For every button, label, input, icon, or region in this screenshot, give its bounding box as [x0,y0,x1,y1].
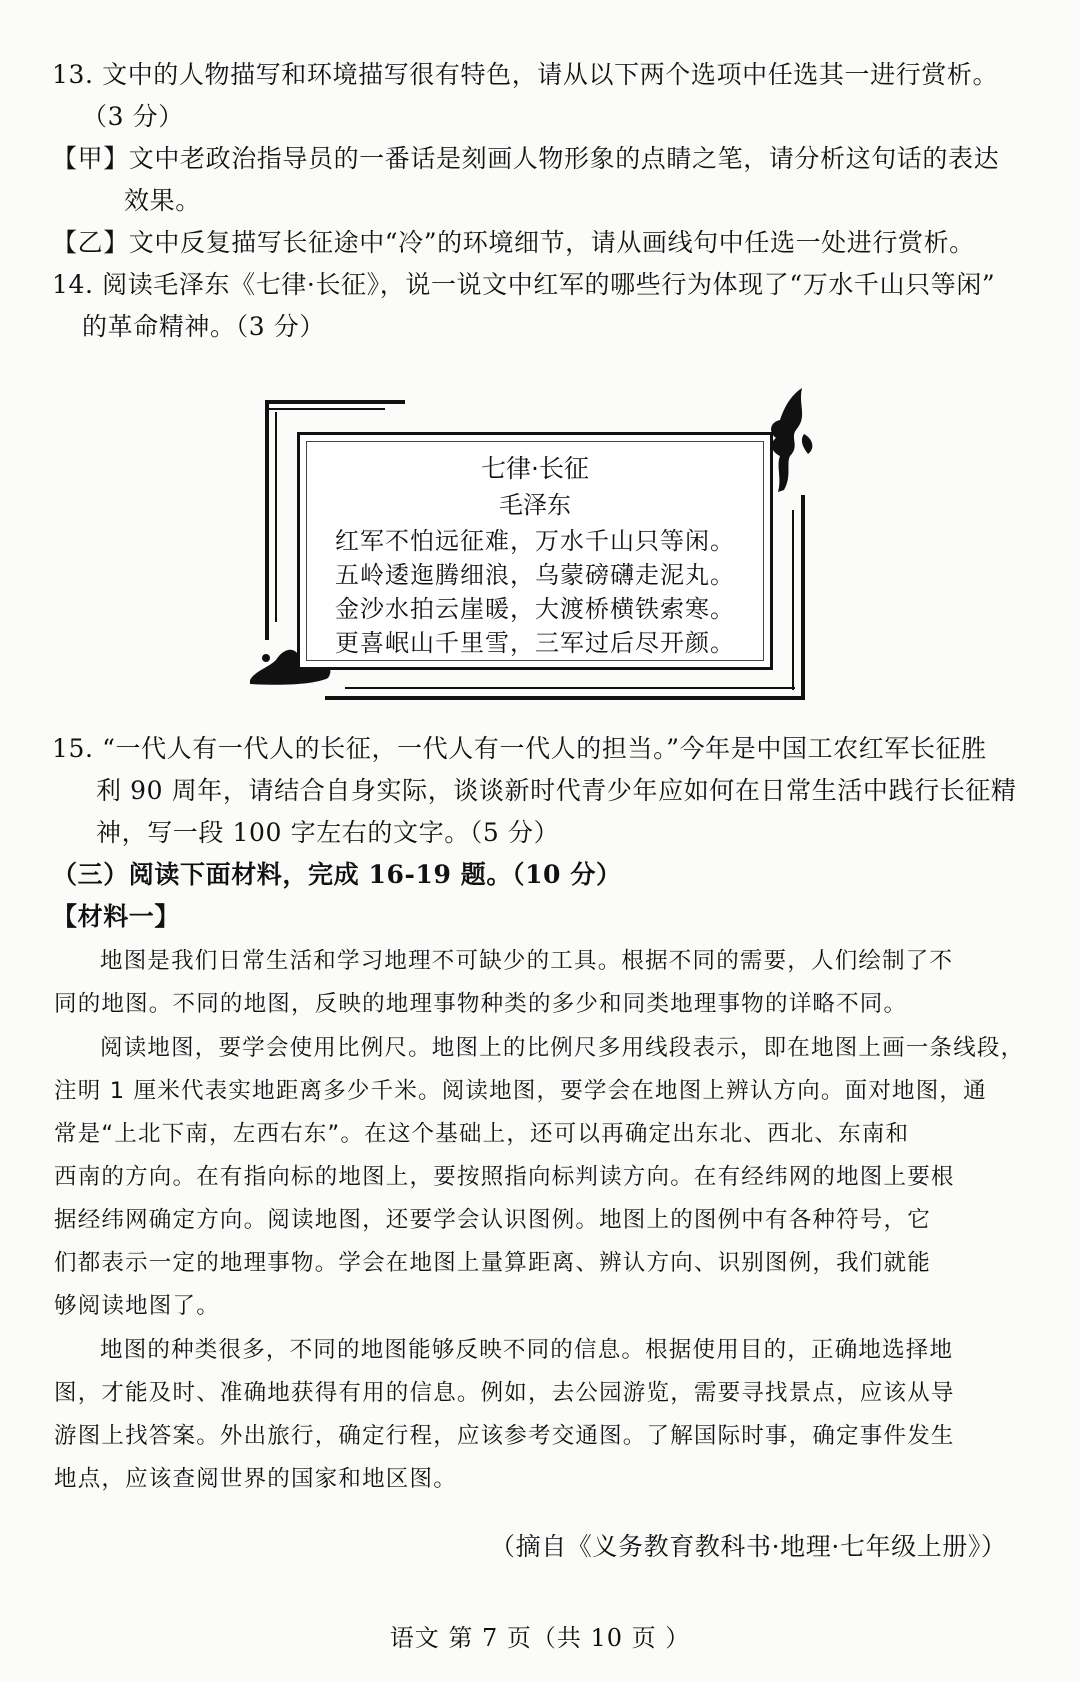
material-line: 阅读地图，要学会使用比例尺。地图上的比例尺多用线段表示，即在地图上画一条线段， [100,1035,1025,1061]
q13-option-jia-line1: 【甲】文中老政治指导员的一番话是刻画人物形象的点睛之笔，请分析这句话的表达 [52,144,1000,173]
q13-option-jia-line2: 效果。 [124,186,201,215]
poem-verse: 红军不怕远征难，万水千山只等闲。 [335,527,735,555]
material-line: 西南的方向。在有指向标的地图上，要按照指向标判读方向。在有经纬网的地图上要根 [54,1164,955,1190]
q15-line1: 15. “一代人有一代人的长征，一代人有一代人的担当。”今年是中国工农红军长征胜 [52,734,987,763]
material-line: 注明 1 厘米代表实地距离多少千米。阅读地图，要学会在地图上辨认方向。面对地图，通 [54,1078,987,1104]
material-label: 【材料一】 [52,902,181,931]
material-line: 地图是我们日常生活和学习地理不可缺少的工具。根据不同的需要，人们绘制了不 [100,948,954,974]
poem-box [297,432,773,670]
q15-line3: 神，写一段 100 字左右的文字。（5 分） [96,818,560,847]
q13-line2: （3 分） [82,102,184,131]
page-footer: 语文 第 7 页（共 10 页 ） [389,1624,691,1652]
poem-verse: 五岭逶迤腾细浪，乌蒙磅礴走泥丸。 [335,561,735,589]
material-line: 游图上找答案。外出旅行，确定行程，应该参考交通图。了解国际时事，确定事件发生 [54,1423,955,1449]
poem-verse: 金沙水拍云崖暖，大渡桥横铁索寒。 [335,595,735,623]
q15-line2: 利 90 周年，请结合自身实际，谈谈新时代青少年应如何在日常生活中践行长征精 [96,776,1017,805]
q14-line2: 的革命精神。（3 分） [82,312,325,341]
poem-title: 七律·长征 [481,454,589,483]
material-line: 据经纬网确定方向。阅读地图，还要学会认识图例。地图上的图例中有各种符号，它 [54,1207,931,1233]
q13-option-yi: 【乙】文中反复描写长征途中“冷”的环境细节，请从画线句中任选一处进行赏析。 [52,228,975,257]
poem-author: 毛泽东 [499,491,571,519]
material-line: 地点，应该查阅世界的国家和地区图。 [54,1466,457,1492]
material-line: 常是“上北下南，左西右东”。在这个基础上，还可以再确定出东北、西北、东南和 [54,1121,910,1147]
material-line: 图，才能及时、准确地获得有用的信息。例如，去公园游览，需要寻找景点，应该从导 [54,1380,955,1406]
q14-line1: 14. 阅读毛泽东《七律·长征》，说一说文中红军的哪些行为体现了“万水千山只等闲” [52,270,996,299]
poem-verse: 更喜岷山千里雪，三军过后尽开颜。 [335,629,735,657]
material-source: （摘自《义务教育教科书·地理·七年级上册》） [490,1532,1007,1561]
material-line: 们都表示一定的地理事物。学会在地图上量算距离、辨认方向、识别图例，我们就能 [54,1250,931,1276]
section-heading: （三）阅读下面材料，完成 16-19 题。（10 分） [52,860,622,889]
material-line: 地图的种类很多，不同的地图能够反映不同的信息。根据使用目的，正确地选择地 [100,1337,954,1363]
material-line: 够阅读地图了。 [54,1293,220,1319]
material-line: 同的地图。不同的地图，反映的地理事物种类的多少和同类地理事物的详略不同。 [54,991,908,1017]
q13-line1: 13. 文中的人物描写和环境描写很有特色，请从以下两个选项中任选其一进行赏析。 [52,60,999,89]
